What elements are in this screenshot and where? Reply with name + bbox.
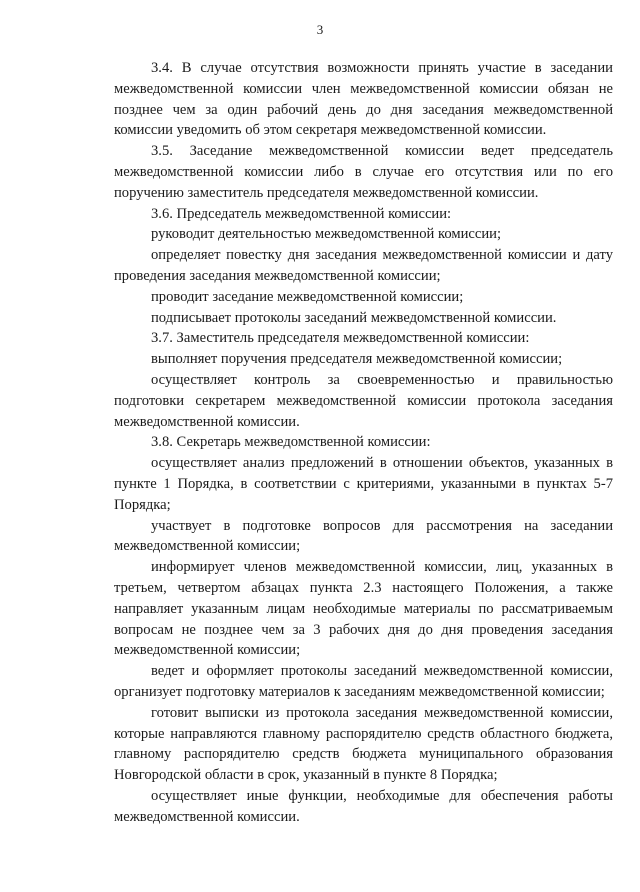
paragraph-3-6-item-4: подписывает протоколы заседаний межведомственной комиссии. (151, 309, 557, 326)
paragraph-3-6-item-1: руководит деятельностью межведомственной комиссии; (151, 226, 502, 243)
paragraph-3-8-item-1: осуществляет анализ предложений в отношении объектов, указанных в пункте 1 Порядка, в соответствии с критериями, указанными в пунктах 5-7 Порядка; (114, 455, 613, 513)
paragraph-3-4: 3.4. В случае отсутствия возможности принять участие в заседании межведомственной комиссии член межведомственной комиссии обязан не позднее чем за один рабочий день до дня заседания межведомственной комиссии уведомить об этом секретаря межведомственной комиссии. (114, 60, 613, 139)
paragraph-3-8-item-6: осуществляет иные функции, необходимые для обеспечения работы межведомственной комиссии. (114, 787, 613, 825)
paragraph-3-5: 3.5. Заседание межведомственной комиссии ведет председатель межведомственной комиссии либо в случае его отсутствия или по его поручению заместитель председателя межведомственной комиссии. (114, 143, 613, 201)
paragraph-3-6-heading: 3.6. Председатель межведомственной комиссии: (151, 205, 452, 222)
paragraph-3-8-item-2: участвует в подготовке вопросов для рассмотрения на заседании межведомственной комиссии; (114, 517, 613, 555)
document-body (114, 58, 613, 827)
paragraph-3-8-item-5: готовит выписки из протокола заседания межведомственной комиссии, которые направляются главному распорядителю средств областного бюджета, главному распорядителю средств бюджета муниципального образования Новгородской области в срок, указанный в пункте 8 Порядка; (114, 704, 613, 784)
paragraph-3-7-item-1: выполняет поручения председателя межведомственной комиссии; (151, 351, 563, 368)
page-number: 3 (316, 22, 324, 37)
paragraph-3-7-heading: 3.7. Заместитель председателя межведомственной комиссии: (151, 330, 530, 347)
paragraph-3-8-heading: 3.8. Секретарь межведомственной комиссии: (151, 434, 431, 451)
paragraph-3-6-item-3: проводит заседание межведомственной комиссии; (151, 288, 464, 305)
paragraph-3-8-item-3: информирует членов межведомственной комиссии, лиц, указанных в третьем, четвертом абзацах пункта 2.3 настоящего Положения, а также направляет указанным лицам необходимые материалы по рассматриваемым вопросам не позднее чем за 3 рабочих дня до дня проведения заседания межведомственной комиссии; (114, 559, 613, 659)
paragraph-3-6-item-2: определяет повестку дня заседания межведомственной комиссии и дату проведения заседания межведомственной комиссии; (114, 247, 613, 284)
paragraph-3-7-item-2: осуществляет контроль за своевременностью и правильностью подготовки секретарем межведомственной комиссии протокола заседания межведомственной комиссии. (114, 371, 613, 430)
paragraph-3-8-item-4: ведет и оформляет протоколы заседаний межведомственной комиссии, организует подготовку материалов к заседаниям межведомственной комиссии; (114, 663, 613, 700)
